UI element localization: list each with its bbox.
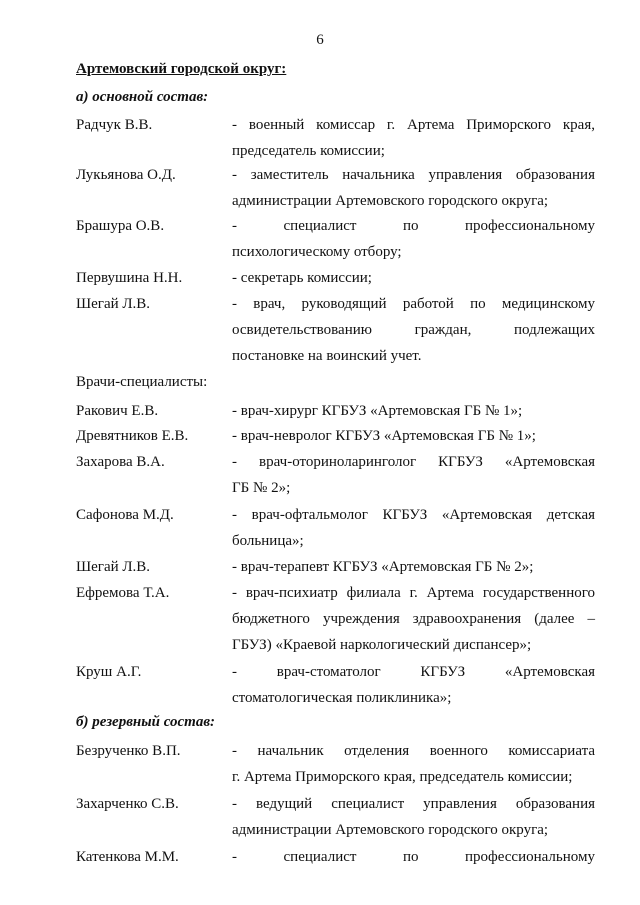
role-line: бюджетного учреждения здравоохранения (далее – [232,611,595,627]
member-name: Радчук В.В. [76,117,153,133]
specialist-name: Сафонова М.Д. [76,507,174,523]
role-line: ГБУЗ) «Краевой наркологический диспансер»; [232,637,532,653]
specialists-label: Врачи-специалисты: [76,374,208,390]
role-line: - ведущий специалист управления образования [232,796,595,812]
role-line: - специалист по профессиональному [232,849,595,865]
role-line: ГБ № 2»; [232,480,291,496]
role-line: - начальник отделения военного комиссариата [232,743,595,759]
district-heading: Артемовский городской округ: [76,61,287,77]
specialist-role [232,398,595,424]
reserve-member-role [232,844,595,870]
specialist-role [232,502,595,554]
main-composition-heading: а) основной состав: [76,89,209,105]
specialist-role [232,449,595,501]
role-line: - врач, руководящий работой по медицинскому [232,296,595,312]
member-role [232,213,595,265]
role-line: - врач-стоматолог КГБУЗ «Артемовская [232,664,595,680]
member-name: Брашура О.В. [76,218,165,234]
role-line: администрации Артемовского городского округа; [232,193,549,209]
role-line: - специалист по профессиональному [232,218,595,234]
role-line: - военный комиссар г. Артема Приморского края, [232,117,595,133]
reserve-member-role [232,791,595,843]
member-role [232,162,595,214]
role-line: - врач-оториноларинголог КГБУЗ «Артемовская [232,454,595,470]
role-line: - врач-невролог КГБУЗ «Артемовская ГБ № 1»; [232,428,536,444]
role-line: - врач-офтальмолог КГБУЗ «Артемовская детская [232,507,595,523]
role-line: - секретарь комиссии; [232,270,372,286]
role-line: г. Артема Приморского края, председатель комиссии; [232,769,573,785]
reserve-member-name: Захарченко С.В. [76,796,179,812]
role-line: освидетельствованию граждан, подлежащих [232,322,595,338]
member-name: Лукьянова О.Д. [76,167,176,183]
member-name: Первушина Н.Н. [76,270,183,286]
specialist-name: Ефремова Т.А. [76,585,170,601]
role-line: - заместитель начальника управления образования [232,167,595,183]
specialist-role [232,554,595,580]
specialist-name: Древятников Е.В. [76,428,189,444]
specialist-role [232,423,595,449]
specialist-role [232,659,595,711]
role-line: больница»; [232,533,304,549]
role-line: администрации Артемовского городского округа; [232,822,549,838]
specialist-name: Круш А.Г. [76,664,142,680]
specialist-role [232,580,595,658]
role-line: - врач-психиатр филиала г. Артема государственного [232,585,595,601]
member-role [232,112,595,164]
specialist-name: Шегай Л.В. [76,559,151,575]
role-line: - врач-терапевт КГБУЗ «Артемовская ГБ № 2»; [232,559,534,575]
specialist-name: Ракович Е.В. [76,403,159,419]
member-role [232,265,595,291]
role-line: стоматологическая поликлиника»; [232,690,452,706]
reserve-composition-heading: б) резервный состав: [76,714,216,730]
reserve-member-name: Катенкова М.М. [76,849,179,865]
page-number: 6 [316,32,324,48]
specialist-name: Захарова В.А. [76,454,165,470]
role-line: психологическому отбору; [232,244,402,260]
role-line: председатель комиссии; [232,143,385,159]
reserve-member-name: Безрученко В.П. [76,743,181,759]
role-line: постановке на воинский учет. [232,348,422,364]
role-line: - врач-хирург КГБУЗ «Артемовская ГБ № 1»; [232,403,523,419]
member-name: Шегай Л.В. [76,296,151,312]
member-role [232,291,595,369]
reserve-member-role [232,738,595,790]
